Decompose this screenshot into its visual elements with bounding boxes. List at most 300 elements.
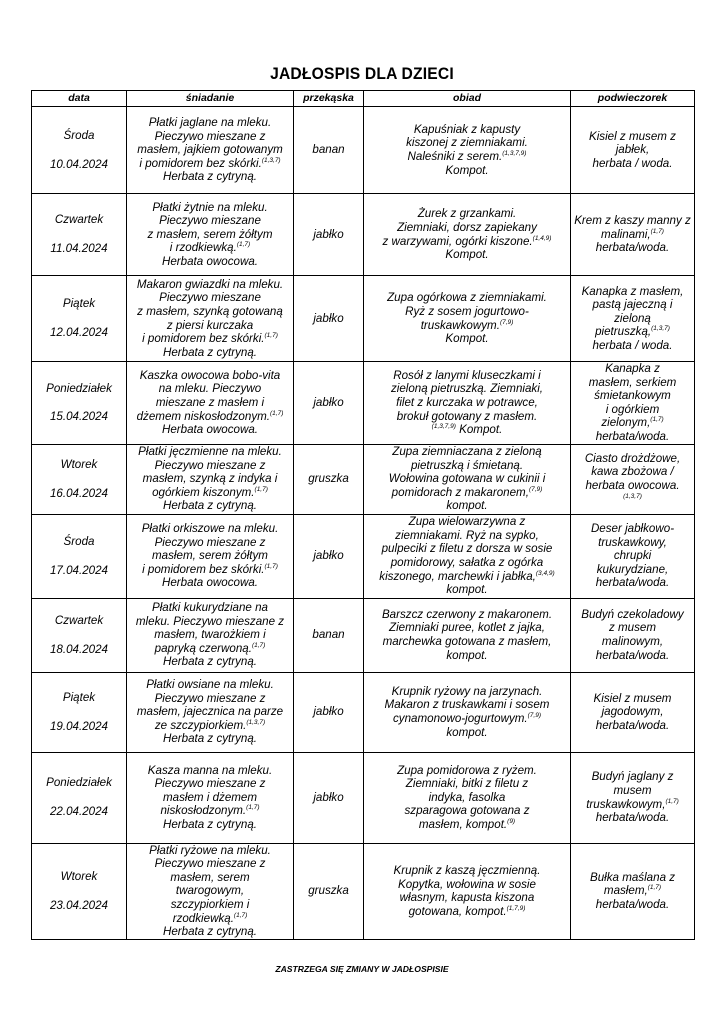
menu-line bbox=[367, 556, 567, 570]
menu-text: zieloną pietruszką. Ziemniaki, bbox=[390, 382, 544, 396]
menu-line bbox=[367, 221, 567, 235]
menu-line bbox=[130, 884, 290, 898]
menu-text: pulpeciki z filetu z dorsza w sosie bbox=[381, 542, 553, 556]
menu-text: masłem, serkiem bbox=[588, 375, 677, 389]
menu-text: Deser jabłkowo- bbox=[590, 522, 675, 536]
menu-line bbox=[574, 608, 691, 622]
snack-text: gruszka bbox=[308, 472, 349, 486]
menu-line bbox=[367, 164, 567, 178]
menu-line bbox=[574, 719, 691, 733]
menu-text: kawa zbożowa / bbox=[591, 465, 674, 479]
menu-line bbox=[367, 583, 567, 597]
snack-text: jabłko bbox=[313, 549, 344, 563]
menu-line bbox=[574, 635, 691, 649]
day-name: Czwartek bbox=[54, 613, 104, 627]
menu-line bbox=[367, 878, 567, 892]
menu-text: brokuł gotowany z masłem. bbox=[396, 409, 538, 423]
menu-text: cynamonowo-jogurtowym. bbox=[392, 712, 528, 726]
date-cell bbox=[32, 276, 127, 362]
menu-line bbox=[574, 298, 691, 325]
menu-text: masłem, szynką z indyka i bbox=[142, 472, 278, 486]
afternoon-snack-cell bbox=[571, 362, 695, 445]
menu-line bbox=[367, 150, 567, 164]
menu-line bbox=[367, 369, 567, 383]
menu-text: Pieczywo mieszane bbox=[159, 291, 261, 305]
menu-text: Ziemniaki puree, kotlet z jajka, bbox=[389, 621, 545, 635]
afternoon-snack-cell bbox=[571, 843, 695, 939]
menu-line bbox=[367, 791, 567, 805]
menu-line bbox=[130, 157, 290, 171]
date-cell bbox=[32, 362, 127, 445]
afternoon-snack-cell bbox=[571, 444, 695, 514]
menu-line bbox=[574, 522, 691, 536]
menu-text: i ogórkiem bbox=[605, 402, 660, 416]
menu-line bbox=[574, 214, 691, 228]
menu-line bbox=[574, 465, 691, 479]
menu-text: Płatki jaglane na mleku. bbox=[148, 116, 272, 130]
menu-text: masłem, bbox=[603, 884, 648, 898]
menu-line bbox=[130, 692, 290, 706]
menu-line bbox=[574, 811, 691, 825]
menu-line bbox=[367, 305, 567, 319]
menu-text: Kanapka z masłem, bbox=[581, 284, 684, 298]
day-name: Poniedziałek bbox=[46, 776, 112, 790]
menu-line bbox=[367, 635, 567, 649]
menu-line bbox=[130, 732, 290, 746]
menu-text: Płatki żytnie na mleku. bbox=[152, 200, 268, 214]
menu-line bbox=[574, 157, 691, 171]
breakfast-cell bbox=[127, 107, 294, 194]
date-cell bbox=[32, 752, 127, 843]
menu-text: Naleśniki z serem. bbox=[407, 150, 503, 163]
snack-cell bbox=[294, 444, 364, 514]
menu-text: kompot. bbox=[446, 725, 488, 739]
menu-line bbox=[130, 615, 290, 629]
menu-text: Płatki jęczmienne na mleku. bbox=[138, 445, 282, 459]
menu-text: mleku. Pieczywo mieszane z bbox=[135, 614, 285, 628]
menu-text: dżemem niskosłodzonym. bbox=[136, 409, 270, 423]
menu-text: Kanapka z bbox=[605, 362, 660, 375]
header-lunch: obiad bbox=[364, 91, 571, 107]
menu-line bbox=[130, 563, 290, 577]
menu-text: Krupnik ryżowy na jarzynach. bbox=[391, 684, 543, 698]
allergen-code: (1,7) bbox=[650, 227, 664, 235]
menu-text: truskawkowym. bbox=[420, 318, 500, 332]
lunch-cell bbox=[364, 194, 571, 276]
allergen-code: (1,7) bbox=[647, 884, 662, 892]
snack-text: jabłko bbox=[313, 227, 344, 241]
allergen-code: (1,7,9) bbox=[506, 904, 526, 912]
snack-cell bbox=[294, 843, 364, 939]
menu-line bbox=[130, 804, 290, 818]
afternoon-snack-cell bbox=[571, 276, 695, 362]
header-row bbox=[32, 91, 695, 107]
menu-line bbox=[574, 884, 691, 898]
menu-line bbox=[367, 542, 567, 556]
snack-text: gruszka bbox=[308, 884, 349, 898]
menu-line bbox=[130, 655, 290, 669]
table-row bbox=[32, 752, 695, 843]
breakfast-cell bbox=[127, 752, 294, 843]
date-value: 17.04.2024 bbox=[49, 563, 109, 577]
allergen-code: (1,7) bbox=[233, 911, 248, 919]
menu-line bbox=[367, 123, 567, 137]
menu-line bbox=[574, 493, 691, 507]
menu-text: Pieczywo mieszane z bbox=[154, 458, 266, 472]
menu-text: Ryż z sosem jogurtowo- bbox=[405, 304, 529, 318]
menu-line bbox=[130, 472, 290, 486]
menu-text: Rosół z lanymi kluseczkami i bbox=[393, 368, 541, 382]
menu-text: kukurydziane, bbox=[596, 562, 669, 576]
date-value: 22.04.2024 bbox=[49, 805, 109, 819]
breakfast-cell bbox=[127, 276, 294, 362]
menu-text: mieszane z masłem i bbox=[155, 395, 265, 409]
allergen-code: (1,7) bbox=[270, 409, 284, 417]
menu-text: jagodowym, bbox=[601, 705, 664, 719]
menu-line bbox=[574, 325, 691, 339]
menu-text: filet z kurczaka w potrawce, bbox=[396, 395, 538, 409]
menu-line bbox=[367, 499, 567, 513]
menu-text: Zupa wielowarzywna z bbox=[408, 515, 526, 529]
menu-text: Makaron gwiazdki na mleku. bbox=[136, 277, 284, 291]
menu-text: truskawkowy, bbox=[598, 535, 667, 549]
menu-line bbox=[574, 389, 691, 403]
menu-line bbox=[574, 339, 691, 353]
menu-line bbox=[130, 678, 290, 692]
allergen-code: (1,4,9) bbox=[532, 234, 552, 242]
snack-cell bbox=[294, 194, 364, 276]
menu-line bbox=[574, 130, 691, 157]
snack-text: jabłko bbox=[313, 395, 344, 409]
menu-line bbox=[130, 777, 290, 791]
lunch-cell bbox=[364, 672, 571, 752]
menu-line bbox=[130, 410, 290, 424]
menu-text: pietruszką, bbox=[595, 325, 652, 339]
menu-text: zielonym, bbox=[601, 416, 651, 430]
menu-line bbox=[130, 130, 290, 144]
day-name: Wtorek bbox=[60, 870, 98, 884]
menu-text: kompot. bbox=[446, 499, 488, 513]
lunch-cell bbox=[364, 598, 571, 672]
menu-line bbox=[574, 549, 691, 563]
menu-text: Herbata z cytryną. bbox=[162, 925, 258, 939]
menu-text: Kompot. bbox=[459, 423, 503, 437]
menu-text: herbata owocowa. bbox=[585, 479, 680, 493]
menu-text: gotowana, kompot. bbox=[408, 904, 507, 918]
menu-line bbox=[367, 136, 567, 150]
menu-text: masłem, serem żółtym bbox=[152, 549, 268, 563]
menu-line bbox=[130, 116, 290, 130]
menu-line bbox=[130, 332, 290, 346]
menu-text: Kompot. bbox=[445, 248, 489, 262]
menu-text: Herbata z cytryną. bbox=[162, 817, 258, 831]
snack-text: banan bbox=[312, 143, 345, 157]
allergen-code: (1,3,7) bbox=[261, 156, 281, 164]
allergen-code: (1,7) bbox=[246, 804, 260, 812]
menu-text: Kapuśniak z kapusty bbox=[413, 122, 521, 136]
snack-cell bbox=[294, 107, 364, 194]
menu-text: Kopytka, wołowina w sosie bbox=[398, 877, 536, 891]
footer-note: ZASTRZEGA SIĘ ZMIANY W JADŁOSPISIE bbox=[275, 964, 449, 974]
menu-line bbox=[367, 905, 567, 919]
allergen-code: (1,3,7) bbox=[651, 325, 670, 333]
date-cell bbox=[32, 672, 127, 752]
allergen-code: (1,3,7) bbox=[623, 492, 642, 500]
allergen-code: (1,7) bbox=[665, 797, 679, 805]
menu-text: Bułka maślana z bbox=[589, 870, 676, 884]
menu-text: i pomidorem bez skórki. bbox=[142, 562, 265, 576]
menu-text: szczypiorkiem i bbox=[170, 897, 250, 911]
menu-line bbox=[574, 563, 691, 577]
menu-text: pomidorowy, sałatka z ogórka bbox=[390, 556, 544, 570]
date-value: 23.04.2024 bbox=[49, 898, 109, 912]
snack-text: banan bbox=[312, 628, 345, 642]
menu-line bbox=[367, 712, 567, 726]
menu-line bbox=[130, 844, 290, 858]
menu-text: Płatki owsiane na mleku. bbox=[146, 678, 274, 692]
menu-text: indyka, fasolka bbox=[428, 790, 506, 804]
menu-line bbox=[574, 621, 691, 635]
afternoon-snack-cell bbox=[571, 107, 695, 194]
date-value: 16.04.2024 bbox=[49, 486, 109, 500]
menu-line bbox=[130, 642, 290, 656]
menu-text: malinowym, bbox=[601, 635, 664, 649]
menu-line bbox=[130, 423, 290, 437]
menu-text: Kaszka owocowa bobo-vita bbox=[139, 368, 281, 382]
menu-text: Barszcz czerwony z makaronem. bbox=[381, 607, 553, 621]
menu-text: z masłem, szynką gotowaną bbox=[137, 304, 283, 318]
menu-line bbox=[574, 705, 691, 719]
menu-text: Kasza manna na mleku. bbox=[147, 763, 273, 777]
breakfast-cell bbox=[127, 843, 294, 939]
menu-line bbox=[130, 305, 290, 319]
date-value: 12.04.2024 bbox=[49, 326, 109, 339]
menu-line bbox=[367, 423, 567, 437]
menu-text: kiszonego, marchewki i jabłka, bbox=[379, 569, 536, 583]
menu-text: kiszonej z ziemniakami. bbox=[406, 136, 528, 150]
menu-line bbox=[130, 791, 290, 805]
menu-text: z warzywami, ogórki kiszone. bbox=[382, 234, 533, 248]
menu-text: z masłem, serem żółtym bbox=[147, 227, 273, 241]
table-row bbox=[32, 362, 695, 445]
menu-line bbox=[574, 376, 691, 390]
menu-text: Budyń jaglany z musem bbox=[591, 770, 674, 797]
lunch-cell bbox=[364, 107, 571, 194]
menu-line bbox=[130, 143, 290, 157]
snack-text: jabłko bbox=[313, 311, 344, 325]
menu-line bbox=[367, 382, 567, 396]
allergen-code: (1,7) bbox=[251, 642, 266, 649]
allergen-code: (9) bbox=[507, 818, 516, 826]
menu-line bbox=[130, 214, 290, 228]
menu-line bbox=[130, 576, 290, 590]
menu-line bbox=[130, 898, 290, 912]
menu-line bbox=[574, 416, 691, 430]
menu-text: i rzodkiewką. bbox=[169, 241, 237, 255]
menu-line bbox=[574, 403, 691, 417]
menu-line bbox=[130, 201, 290, 215]
menu-text: Kisiel z musem z jabłek, bbox=[589, 129, 676, 157]
day-name: Poniedziałek bbox=[46, 381, 112, 395]
menu-line bbox=[574, 898, 691, 912]
breakfast-cell bbox=[127, 598, 294, 672]
menu-text: herbata/woda. bbox=[595, 576, 670, 590]
lunch-cell bbox=[364, 514, 571, 598]
snack-cell bbox=[294, 514, 364, 598]
menu-line bbox=[367, 486, 567, 500]
menu-line bbox=[130, 499, 290, 513]
menu-line bbox=[130, 536, 290, 550]
menu-text: niskosłodzonym. bbox=[160, 804, 247, 818]
menu-text: Zupa ziemniaczana z zieloną bbox=[392, 445, 542, 459]
allergen-code: (1,7) bbox=[264, 332, 278, 340]
date-cell bbox=[32, 194, 127, 276]
menu-line bbox=[130, 396, 290, 410]
menu-line bbox=[367, 649, 567, 663]
menu-text: ogórkiem kiszonym. bbox=[152, 485, 255, 499]
menu-line bbox=[130, 628, 290, 642]
menu-text: Kompot. bbox=[445, 163, 489, 177]
header-afternoon-snack: podwieczorek bbox=[571, 91, 695, 107]
menu-text: truskawkowym, bbox=[586, 797, 666, 811]
menu-line bbox=[574, 692, 691, 706]
menu-text: papryką czerwoną. bbox=[154, 641, 252, 655]
menu-text: Herbata z cytryną. bbox=[162, 499, 258, 513]
breakfast-cell bbox=[127, 514, 294, 598]
menu-text: Herbata z cytryną. bbox=[162, 170, 258, 184]
date-cell bbox=[32, 598, 127, 672]
menu-line bbox=[130, 522, 290, 536]
menu-text: herbata / woda. bbox=[592, 338, 673, 352]
menu-line bbox=[367, 804, 567, 818]
menu-line bbox=[367, 396, 567, 410]
menu-line bbox=[367, 319, 567, 333]
menu-line bbox=[130, 912, 290, 926]
snack-cell bbox=[294, 598, 364, 672]
menu-line bbox=[130, 871, 290, 885]
menu-text: z musem bbox=[608, 621, 657, 635]
menu-line bbox=[367, 818, 567, 832]
menu-text: Herbata z cytryną. bbox=[162, 732, 258, 746]
menu-line bbox=[130, 369, 290, 383]
date-value: 11.04.2024 bbox=[50, 242, 108, 255]
allergen-code: (3,4,9) bbox=[535, 569, 555, 577]
menu-line bbox=[367, 621, 567, 635]
menu-text: Pieczywo mieszane bbox=[159, 214, 261, 228]
menu-text: twarogowym, bbox=[175, 884, 245, 898]
menu-line bbox=[574, 452, 691, 466]
table-row bbox=[32, 107, 695, 194]
afternoon-snack-cell bbox=[571, 514, 695, 598]
menu-text: Ziemniaki, bitki z filetu z bbox=[405, 777, 529, 791]
menu-text: śmietankowym bbox=[594, 389, 671, 403]
menu-line bbox=[367, 685, 567, 699]
lunch-cell bbox=[364, 444, 571, 514]
table-row bbox=[32, 514, 695, 598]
allergen-code: (1,7) bbox=[236, 241, 251, 249]
menu-line bbox=[367, 777, 567, 791]
allergen-code: (1,7) bbox=[254, 486, 268, 493]
menu-text: Herbata owocowa. bbox=[161, 254, 259, 268]
date-cell bbox=[32, 843, 127, 939]
menu-line bbox=[367, 459, 567, 473]
menu-text: masłem, serem bbox=[170, 870, 250, 884]
menu-line bbox=[574, 798, 691, 812]
table-row bbox=[32, 672, 695, 752]
breakfast-cell bbox=[127, 672, 294, 752]
menu-line bbox=[130, 818, 290, 832]
menu-line bbox=[130, 549, 290, 563]
menu-line bbox=[367, 864, 567, 878]
date-cell bbox=[32, 514, 127, 598]
menu-text: Ciasto drożdżowe, bbox=[584, 451, 681, 465]
menu-text: herbata/woda. bbox=[595, 718, 670, 732]
menu-line bbox=[367, 570, 567, 584]
allergen-code: (7,9) bbox=[499, 318, 514, 326]
day-name: Wtorek bbox=[60, 457, 98, 471]
menu-text: masłem, kompot. bbox=[418, 817, 508, 831]
menu-line bbox=[574, 362, 691, 376]
menu-line bbox=[130, 170, 290, 184]
menu-text: pastą jajeczną i zieloną bbox=[592, 298, 673, 325]
date-value: 10.04.2024 bbox=[49, 157, 109, 171]
date-value: 15.04.2024 bbox=[49, 410, 109, 424]
date-cell bbox=[32, 444, 127, 514]
allergen-code: (1,7) bbox=[264, 563, 278, 570]
menu-line bbox=[130, 719, 290, 733]
menu-text: chrupki bbox=[613, 549, 652, 563]
menu-line bbox=[367, 891, 567, 905]
menu-line bbox=[574, 228, 691, 242]
menu-text: z piersi kurczaka bbox=[166, 318, 254, 332]
table-row bbox=[32, 276, 695, 362]
menu-line bbox=[574, 430, 691, 444]
day-name: Środa bbox=[63, 534, 95, 548]
menu-text: herbata/woda. bbox=[595, 897, 670, 911]
menu-line bbox=[367, 332, 567, 346]
menu-line bbox=[367, 207, 567, 221]
menu-text: herbata/woda. bbox=[595, 241, 670, 255]
menu-text: kompot. bbox=[446, 583, 488, 597]
menu-text: herbata/woda. bbox=[595, 648, 670, 662]
menu-text: Makaron z truskawkami i sosem bbox=[384, 698, 550, 712]
header-snack: przekąska bbox=[294, 91, 364, 107]
menu-text: i pomidorem bez skórki. bbox=[139, 156, 262, 170]
afternoon-snack-cell bbox=[571, 194, 695, 276]
menu-text: Herbata z cytryną. bbox=[162, 345, 258, 359]
snack-text: jabłko bbox=[313, 705, 344, 719]
menu-text: marchewka gotowana z masłem, bbox=[382, 635, 552, 649]
menu-text: Pieczywo mieszane z bbox=[154, 857, 266, 871]
menu-text: Kisiel z musem bbox=[593, 691, 672, 705]
menu-text: i pomidorem bez skórki. bbox=[142, 332, 265, 346]
menu-line bbox=[574, 576, 691, 590]
breakfast-cell bbox=[127, 194, 294, 276]
menu-line bbox=[130, 382, 290, 396]
menu-text: Pieczywo mieszane z bbox=[154, 777, 266, 791]
menu-text: szparagowa gotowana z bbox=[404, 804, 530, 818]
day-name: Piątek bbox=[62, 690, 96, 704]
menu-line bbox=[367, 764, 567, 778]
menu-text: masłem, jajkiem gotowanym bbox=[137, 143, 283, 157]
menu-text: ziemniakami. Ryż na sypko, bbox=[395, 528, 539, 542]
lunch-cell bbox=[364, 276, 571, 362]
menu-line bbox=[130, 601, 290, 615]
menu-text: ze szczypiorkiem. bbox=[154, 718, 247, 732]
menu-line bbox=[367, 529, 567, 543]
menu-line bbox=[130, 278, 290, 292]
date-cell bbox=[32, 107, 127, 194]
